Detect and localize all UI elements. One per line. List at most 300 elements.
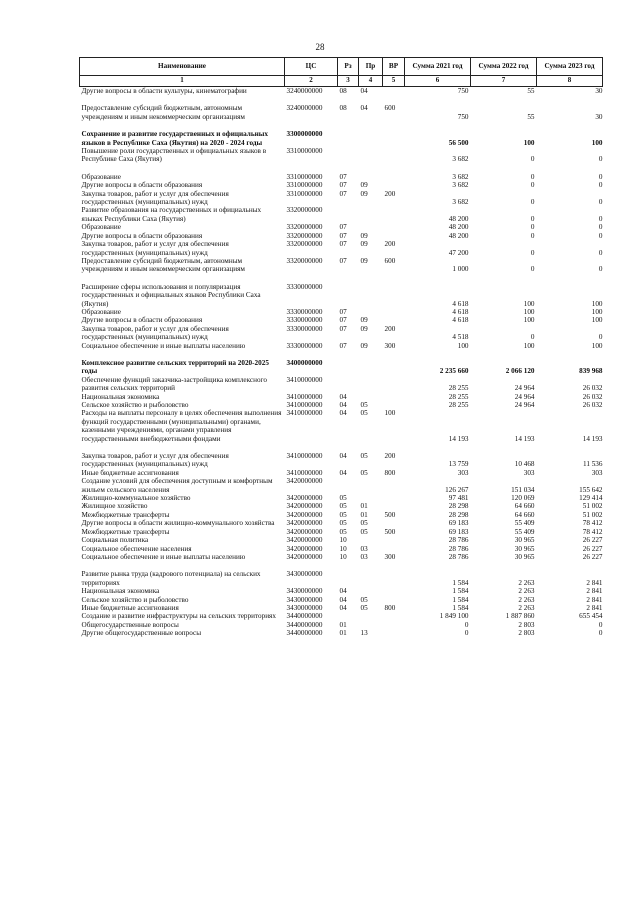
row-name: Национальная экономика [81,392,160,401]
row-vr-code: 200 [384,324,396,333]
row-cs-code: 3430000000 [286,587,323,596]
row-pr-code: 13 [360,629,368,638]
header-sum-2023: Сумма 2023 год [537,58,603,76]
row-vr-code [383,274,405,308]
row-pr-code: 09 [360,316,368,325]
row-vr-code [383,536,405,544]
row-sum-2023: 26 227 [582,536,603,545]
row-cs-code: 3400000000 [286,358,323,367]
row-pr-code [359,121,383,147]
row-rz-code: 07 [339,341,347,350]
row-sum-2023: 11 536 [583,460,603,469]
row-sum-2022: 55 409 [514,519,535,528]
row-rz-code: 04 [339,468,347,477]
row-sum-2023: 155 642 [579,485,603,494]
row-pr-code [359,308,383,316]
row-sum-2021: 69 183 [448,527,469,536]
row-sum-2022: 100 [523,138,535,147]
row-name: Предоставление субсидий бюджетным, автономным учреждениям и иным некоммерческим организациям [81,104,245,121]
table-row [80,587,603,595]
row-vr-code: 200 [384,240,396,249]
row-cs-code: 3240000000 [286,104,323,113]
row-pr-code: 03 [360,544,368,553]
row-pr-code [359,376,383,393]
row-sum-2022: 1 887 860 [505,612,535,621]
row-sum-2022: 0 [530,181,535,190]
row-sum-2023: 655 454 [579,612,603,621]
row-vr-code: 300 [384,341,396,350]
header-sum-2022: Сумма 2022 год [471,58,537,76]
row-pr-code [359,274,383,308]
row-name: Сельское хозяйство и рыболовство [81,595,189,604]
row-sum-2023: 0 [598,172,603,181]
row-cs-code: 3410000000 [286,401,323,409]
row-sum-2022: 2 263 [518,578,535,587]
row-sum-2021: 28 298 [448,510,469,519]
row-sum-2021: 3 682 [452,181,469,190]
table-row [80,350,603,376]
row-sum-2021: 47 200 [448,248,469,257]
table-row [80,528,603,536]
row-name: Повышение роли государственных и официальных языков в Республике Саха (Якутия) [81,147,267,164]
table-row [80,393,603,401]
row-name: Другие вопросы в области жилищно-коммунального хозяйства [81,519,275,528]
table-row [80,621,603,629]
row-sum-2021: 48 200 [448,223,469,232]
row-sum-2023: 100 [591,316,603,325]
row-sum-2021: 1 000 [452,265,469,274]
table-row [80,629,603,637]
row-name: Создание условий для обеспечения доступным и комфортным жильем сельского населения [81,477,273,494]
row-vr-code [383,164,405,181]
row-cs-code: 3310000000 [286,172,323,181]
row-rz-code [338,561,359,587]
header-cs: ЦС [285,58,338,76]
row-sum-2023: 839 968 [579,367,603,376]
row-cs-code: 3430000000 [286,595,323,604]
row-rz-code: 05 [339,494,347,503]
row-vr-code [383,545,405,553]
row-vr-code [383,308,405,316]
row-sum-2022: 120 069 [511,494,535,503]
budget-table [79,57,603,638]
row-vr-code [383,376,405,393]
row-name: Закупка товаров, работ и услуг для обеспечения государственных (муниципальных) нужд [81,324,229,342]
row-sum-2023: 2 841 [586,603,603,612]
row-name: Иные бюджетные ассигнования [81,603,179,612]
row-name: Социальная политика [81,536,149,545]
row-pr-code: 09 [360,324,368,333]
row-cs-code: 3420000000 [286,519,323,528]
table-row [80,147,603,164]
header-sum-2021: Сумма 2021 год [405,58,471,76]
row-sum-2022: 55 [527,87,535,95]
column-number: 7 [471,76,537,87]
page-number: 28 [315,42,325,52]
header-name: Наименование [80,58,285,76]
row-sum-2022: 24 964 [514,384,535,393]
row-vr-code [383,494,405,502]
row-rz-code: 07 [339,223,347,232]
row-vr-code [383,350,405,376]
row-pr-code: 04 [360,104,368,113]
row-name: Обеспечение функций заказчика-застройщика комплексного развития сельских территорий [81,375,267,393]
row-name: Закупка товаров, работ и услуг для обеспечения государственных (муниципальных) нужд [81,452,229,469]
row-sum-2021: 48 200 [448,214,469,223]
row-cs-code: 3420000000 [286,552,323,561]
row-pr-code: 01 [360,510,368,519]
row-name: Комплексное развитие сельских территорий на 2020-2025 годы [81,358,269,376]
row-sum-2022: 30 965 [514,536,535,545]
row-sum-2022: 0 [530,214,535,223]
table-row [80,190,603,207]
header-rz: Рз [338,58,359,76]
row-sum-2023: 0 [598,629,603,638]
row-vr-code: 600 [384,256,396,265]
row-cs-code: 3420000000 [286,494,323,503]
row-sum-2021: 0 [464,629,469,638]
row-name: Сельское хозяйство и рыболовство [81,401,189,409]
row-sum-2021: 14 193 [448,434,469,443]
table-row [80,316,603,324]
row-vr-code: 600 [384,104,396,113]
row-sum-2023: 0 [598,265,603,274]
row-sum-2023: 0 [598,248,603,257]
row-name: Иные бюджетные ассигнования [81,468,179,477]
row-pr-code [359,206,383,223]
row-rz-code: 07 [339,316,347,325]
row-sum-2023: 0 [598,155,603,164]
row-cs-code: 3420000000 [286,527,323,536]
row-sum-2023: 26 032 [582,392,603,401]
row-sum-2021: 48 200 [448,231,469,240]
table-row [80,545,603,553]
row-rz-code [338,206,359,223]
row-rz-code: 04 [339,587,347,596]
table-row [80,477,603,494]
table-row [80,325,603,342]
column-number: 8 [537,76,603,87]
row-cs-code: 3320000000 [286,240,323,249]
row-sum-2022: 10 468 [514,460,535,469]
row-sum-2022: 0 [530,223,535,232]
row-pr-code: 09 [360,256,368,265]
row-rz-code [338,350,359,376]
row-sum-2021: 4 618 [452,299,469,308]
row-sum-2021: 2 235 660 [439,367,469,376]
row-rz-code: 04 [339,595,347,604]
row-rz-code [338,477,359,494]
row-sum-2023: 0 [598,181,603,190]
row-cs-code: 3410000000 [286,468,323,477]
row-rz-code: 10 [339,544,347,553]
row-vr-code [383,87,405,96]
row-sum-2023: 100 [591,341,603,350]
row-sum-2021: 28 786 [448,536,469,545]
row-rz-code: 01 [339,620,347,629]
row-cs-code: 3310000000 [286,181,323,190]
row-name: Социальное обеспечение и иные выплаты населению [81,552,246,561]
row-rz-code: 07 [339,307,347,316]
row-name: Межбюджетные трансферты [81,527,170,536]
row-sum-2021: 28 298 [448,502,469,511]
row-sum-2023: 30 [595,112,603,121]
row-cs-code: 3240000000 [286,87,323,95]
row-rz-code: 07 [339,240,347,249]
row-sum-2021: 3 682 [452,172,469,181]
row-rz-code: 07 [339,172,347,181]
row-pr-code [359,561,383,587]
row-sum-2022: 30 965 [514,552,535,561]
row-vr-code [383,147,405,164]
table-row [80,604,603,612]
row-pr-code: 05 [360,468,368,477]
row-sum-2023: 51 002 [582,510,603,519]
row-cs-code: 3440000000 [286,612,323,621]
row-name: Межбюджетные трансферты [81,510,170,519]
row-name: Национальная экономика [81,587,160,596]
row-vr-code [383,232,405,240]
row-cs-code: 3420000000 [286,544,323,553]
row-sum-2022: 2 803 [518,629,535,638]
row-vr-code: 200 [384,452,396,461]
row-sum-2023: 2 841 [586,595,603,604]
header-vr: ВР [383,58,405,76]
row-cs-code: 3410000000 [286,375,323,384]
row-sum-2022: 100 [523,341,535,350]
table-row [80,257,603,274]
row-vr-code [383,401,405,409]
row-name: Другие общегосударственные вопросы [81,629,202,638]
row-sum-2023: 30 [595,87,603,95]
row-cs-code: 3330000000 [286,316,323,325]
row-rz-code: 04 [339,452,347,461]
row-vr-code [383,561,405,587]
row-cs-code: 3320000000 [286,256,323,265]
row-sum-2021: 1 584 [452,603,469,612]
row-name: Другие вопросы в области образования [81,316,203,325]
row-sum-2021: 750 [457,112,469,121]
table-row [80,164,603,181]
row-cs-code: 3420000000 [286,502,323,511]
row-cs-code: 3310000000 [286,189,323,198]
row-rz-code: 07 [339,256,347,265]
row-vr-code [383,502,405,510]
row-sum-2022: 14 193 [514,434,535,443]
row-cs-code: 3410000000 [286,409,323,418]
row-sum-2021: 100 [457,341,469,350]
row-sum-2023: 0 [598,198,603,207]
row-name: Жилищное хозяйство [81,502,148,511]
row-pr-code: 05 [360,452,368,461]
row-sum-2022: 2 803 [518,620,535,629]
row-name: Социальное обеспечение населения [81,544,192,553]
row-cs-code: 3410000000 [286,392,323,401]
row-vr-code: 800 [384,468,396,477]
row-name: Расходы на выплаты персоналу в целях обеспечения выполнения функций государственными (муниципальными) органами, казенными учреждениями, органами управления государственными внебюджетными фондами [81,409,282,443]
row-rz-code: 05 [339,510,347,519]
row-sum-2023: 26 227 [582,544,603,553]
row-rz-code: 10 [339,552,347,561]
row-vr-code: 500 [384,527,396,536]
row-cs-code: 3320000000 [286,223,323,232]
row-vr-code [383,477,405,494]
row-sum-2022: 24 964 [514,401,535,409]
row-rz-code: 08 [339,104,347,113]
table-row [80,401,603,409]
row-vr-code: 500 [384,510,396,519]
row-name: Развитие образования на государственных и официальных языках Республики Саха (Якутия) [81,206,262,223]
row-sum-2021: 750 [457,87,469,95]
row-sum-2021: 3 682 [452,155,469,164]
column-number: 4 [359,76,383,87]
row-sum-2023: 100 [591,299,603,308]
table-row [80,469,603,477]
row-sum-2023: 26 032 [582,401,603,409]
row-sum-2023: 100 [591,138,603,147]
row-pr-code: 05 [360,603,368,612]
row-rz-code [338,147,359,164]
row-pr-code [359,494,383,502]
row-pr-code: 09 [360,240,368,249]
table-row [80,519,603,527]
row-cs-code: 3410000000 [286,452,323,461]
row-vr-code [383,629,405,637]
table-body [80,87,603,638]
row-cs-code: 3310000000 [286,147,323,156]
row-name: Социальное обеспечение и иные выплаты населению [81,341,246,350]
row-pr-code: 05 [360,527,368,536]
row-name: Общегосударственные вопросы [81,620,179,629]
row-sum-2022: 0 [530,198,535,207]
table-row [80,181,603,189]
row-cs-code: 3420000000 [286,477,323,486]
row-pr-code [359,536,383,544]
row-sum-2023: 2 841 [586,578,603,587]
column-number: 1 [80,76,285,87]
row-sum-2021: 28 786 [448,552,469,561]
table-row [80,95,603,121]
row-sum-2022: 30 965 [514,544,535,553]
row-rz-code: 10 [339,536,347,545]
row-sum-2021: 69 183 [448,519,469,528]
table-row [80,274,603,308]
table-row [80,232,603,240]
row-pr-code: 09 [360,231,368,240]
row-rz-code [338,612,359,620]
row-vr-code [383,206,405,223]
row-cs-code: 3300000000 [286,130,323,139]
table-row [80,536,603,544]
row-rz-code: 04 [339,401,347,409]
row-vr-code: 300 [384,552,396,561]
row-sum-2022: 55 409 [514,527,535,536]
row-vr-code [383,181,405,189]
row-sum-2021: 28 786 [448,544,469,553]
table-row [80,561,603,587]
row-sum-2023: 14 193 [582,434,603,443]
row-name: Предоставление субсидий бюджетным, автономным учреждениям и иным некоммерческим организациям [81,256,245,274]
row-name: Другие вопросы в области культуры, кинематографии [81,87,247,95]
row-sum-2021: 4 618 [452,316,469,325]
row-rz-code: 05 [339,527,347,536]
row-pr-code: 04 [360,87,368,95]
column-number: 6 [405,76,471,87]
table-row [80,511,603,519]
row-sum-2023: 100 [591,307,603,316]
row-sum-2021: 97 481 [448,494,469,503]
row-rz-code: 08 [339,87,347,95]
row-rz-code: 07 [339,189,347,198]
row-sum-2022: 64 660 [514,502,535,511]
row-pr-code: 09 [360,181,368,190]
row-name: Сохранение и развитие государственных и официальных языков в Республике Саха (Якутия) на 2020 - 2024 годы [81,130,268,147]
row-rz-code [338,376,359,393]
row-vr-code [383,316,405,324]
table-row [80,502,603,510]
row-sum-2023: 78 412 [582,527,603,536]
row-sum-2021: 1 584 [452,587,469,596]
row-sum-2021: 13 759 [448,460,469,469]
row-sum-2021: 28 255 [448,392,469,401]
row-vr-code: 100 [384,409,396,418]
row-cs-code: 3330000000 [286,341,323,350]
row-cs-code: 3420000000 [286,510,323,519]
row-pr-code [359,612,383,620]
row-name: Закупка товаров, работ и услуг для обеспечения государственных (муниципальных) нужд [81,189,229,207]
row-sum-2023: 0 [598,214,603,223]
table-row [80,612,603,620]
row-sum-2023: 129 414 [579,494,603,503]
row-name: Образование [81,307,121,316]
table-row [80,443,603,469]
row-vr-code [383,612,405,620]
row-name: Развитие рынка труда (кадрового потенциала) на сельских территориях [81,570,261,587]
row-sum-2023: 78 412 [582,519,603,528]
row-sum-2021: 1 849 100 [439,612,469,621]
row-vr-code [383,621,405,629]
row-cs-code: 3440000000 [286,629,323,638]
row-name: Образование [81,223,121,232]
row-sum-2023: 0 [598,333,603,342]
row-cs-code: 3330000000 [286,282,323,291]
row-sum-2022: 2 066 120 [505,367,535,376]
row-vr-code [383,223,405,231]
row-cs-code: 3420000000 [286,536,323,545]
row-pr-code [359,477,383,494]
row-sum-2023: 303 [591,468,603,477]
row-sum-2022: 24 964 [514,392,535,401]
row-sum-2022: 2 263 [518,595,535,604]
row-sum-2021: 3 682 [452,198,469,207]
table-row [80,409,603,443]
row-sum-2021: 1 584 [452,595,469,604]
row-name: Другие вопросы в области образования [81,181,203,190]
row-sum-2023: 0 [598,231,603,240]
row-cs-code: 3430000000 [286,603,323,612]
row-sum-2021: 28 255 [448,401,469,409]
column-number: 5 [383,76,405,87]
table-row [80,87,603,96]
row-pr-code: 03 [360,552,368,561]
header-pr: Пр [359,58,383,76]
row-sum-2023: 51 002 [582,502,603,511]
row-sum-2022: 0 [530,155,535,164]
table-row [80,223,603,231]
row-rz-code: 01 [339,629,347,638]
row-sum-2022: 55 [527,112,535,121]
row-pr-code: 09 [360,341,368,350]
